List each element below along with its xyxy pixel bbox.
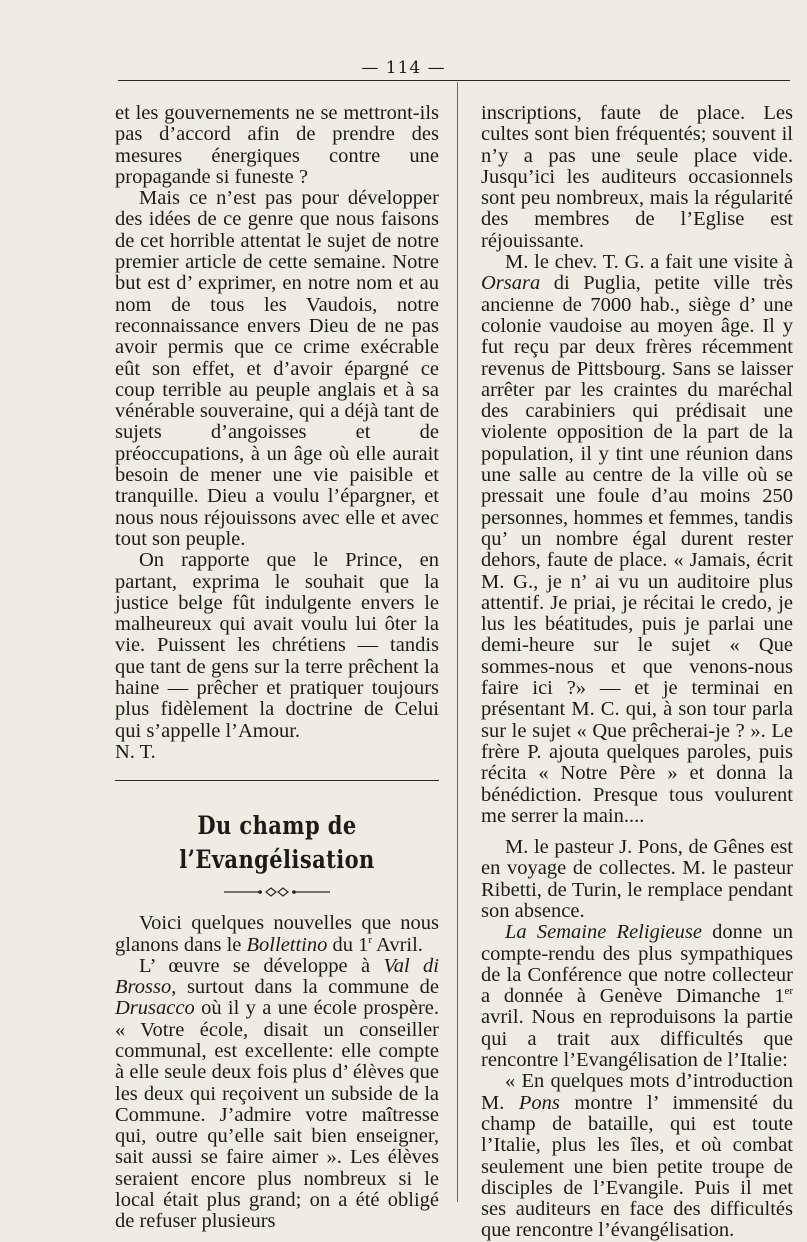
page-number: — 114 —	[361, 58, 446, 78]
left-paragraph-2: Mais ce n’est pas pour développer des idées de ce genre que nous faisons de cet horrible attentat le sujet de notre premier article de cette semaine. Notre but est d’ exprimer, en notre nom et au nom de tous les Vaudois, notre reconnaissance envers Dieu de ne pas avoir permis que ce crime exécrable eût son effet, et d’avoir épargné ce coup terrible au peuple anglais et à sa vénérable souveraine, qui a déjà tant de sujets d’angoisses et de préoccupations, à un âge où elle aurait besoin de mener une vie paisible et tranquille. Dieu a voulu l’épargner, et nous nous réjouissons avec elle et avec tout son peuple.	[115, 187, 439, 550]
right-paragraph-1: inscriptions, faute de place. Les cultes sont bien fréquentés; souvent il n’y a pas une seule place vide. Jusqu’ici les auditeurs occasionnels sont peu nombreux, mais la régularité des membres de l’Eglise est réjouissante.	[481, 102, 793, 252]
journal-title: La Semaine Religieuse	[505, 921, 702, 944]
place-name: Drusacco	[115, 997, 195, 1020]
right-paragraph-2: M. le chev. T. G. a fait une visite à Orsara di Puglia, petite ville très ancienne de 7000 hab., siège d’ une colonie vaudoise au moyen âge. Il y fut reçu par deux frères récemment revenus de Pittsbourg. Sans se laisser arrêter par les craintes du maréchal des carabiniers qui prédisait une violente opposition de la part de la population, il y tint une réunion dans une salle au centre de la ville où se pressait une foule d’au moins 250 personnes, hommes et femmes, tandis qu’ un nombre égal durent rester dehors, faute de place. « Jamais, écrit M. G., je n’ ai vu un auditoire plus attentif. Je priai, je récitai le credo, je lus les béatitudes, puis je parlai une demi-heure sur le sujet « Que sommes-nous et que venons-nous faire ici ?» — et je terminai en présentant M. C. qui, à son tour parla sur le sujet « Que prêcherai-je ? ». Le frère P. ajouta quelques paroles, puis récita « Notre Père » et donna la bénédiction. Presque tous voulurent me serrer la main....	[481, 251, 793, 827]
section-rule	[115, 780, 439, 781]
left-paragraph-4: Voici quelques nouvelles que nous glanons dans le Bollettino du 1$^r$ Avril.	[115, 912, 439, 956]
right-paragraph-4: La Semaine Religieuse donne un compte-rendu des plus sympathiques de la Conférence que notre collecteur a donnée à Genève Dimanche 1er avril. Nous en reproduisons la partie qui a trait aux difficultés que rencontre l’Evangélisation de l’Italie:	[481, 921, 793, 1072]
right-paragraph-3: M. le pasteur J. Pons, de Gênes est en voyage de collectes. M. le pasteur Ribetti, de Turin, le remplace pendant son absence.	[481, 836, 793, 922]
place-name: Val di Brosso	[115, 954, 439, 999]
journal-title: Bollettino	[246, 933, 328, 956]
ornament-divider-icon	[222, 885, 332, 899]
right-column	[481, 103, 793, 1242]
article-signature: N. T.	[115, 740, 156, 763]
section-title: Du champ de l’Evangélisation	[179, 811, 375, 875]
person-name: Pons	[518, 1091, 560, 1114]
left-paragraph-3: On rapporte que le Prince, en partant, exprima le souhait que la justice belge fût indulgente envers le malheureux qui avait voulu lui ôter la vie. Puissent les chrétiens — tandis que tant de gens sur la terre prêchent la haine — prêcher et pratiquer toujours plus fidèlement la doctrine de Celui qui s’appelle l’Amour.	[115, 549, 439, 742]
left-paragraph-1: et les gouvernements ne se mettront-ils pas d’accord afin de prendre des mesures énergiques contre une propagande si funeste ?	[115, 102, 439, 188]
left-column	[115, 103, 439, 1233]
column-divider	[457, 82, 458, 1202]
town-name: Orsara	[481, 272, 541, 295]
right-paragraph-5: « En quelques mots d’introduction M. Pons montre l’ immensité du champ de bataille, qui est toute l’Italie, plus les îles, et où combat seulement une bien petite troupe de disciples de l’Evangile. Puis il met ses auditeurs en face des difficultés que rencontre l’évangélisation.	[481, 1070, 793, 1242]
left-paragraph-5: L’ œuvre se développe à Val di Brosso, surtout dans la commune de Drusacco où il y a une école prospère. « Votre école, disait un conseiller communal, est excellente: elle compte à elle seule deux fois plus d’ élèves que les deux qui reçoivent un subside de la Commune. J’admire votre maîtresse qui, outre qu’elle sait bien enseigner, sait aussi se faire aimer ». Les élèves seraient encore plus nombreux si le local était plus grand; on a été obligé de refuser plusieurs	[115, 954, 439, 1233]
header-rule	[118, 80, 790, 81]
